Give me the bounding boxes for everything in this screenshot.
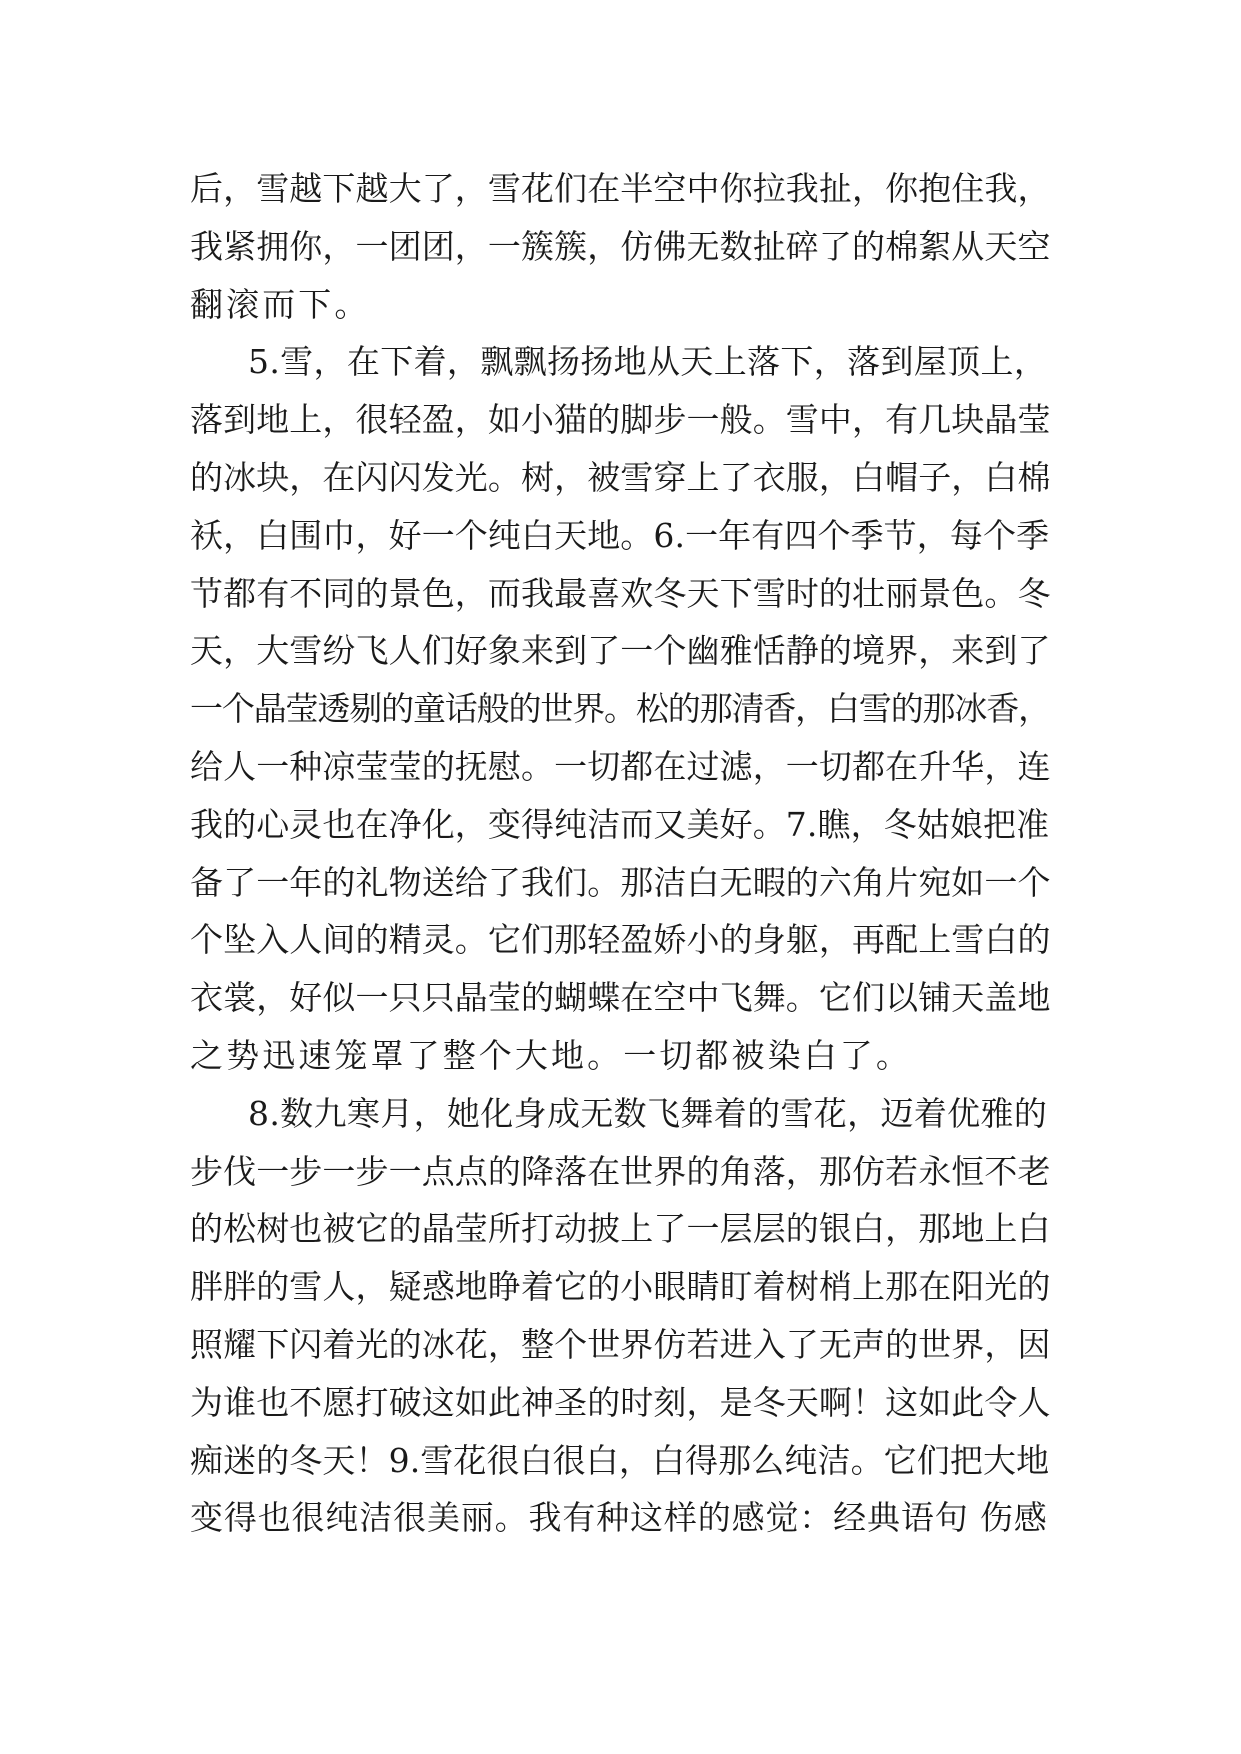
text-line: 的冰块，在闪闪发光。树，被雪穿上了衣服，白帽子，白棉 — [190, 457, 1051, 497]
text-line: 的松树也被它的晶莹所打动披上了一层层的银白，那地上白 — [190, 1209, 1051, 1249]
document-body — [190, 160, 1052, 1547]
paragraph-1 — [190, 160, 1052, 333]
text-line: 胖胖的雪人，疑惑地睁着它的小眼睛盯着树梢上那在阳光的 — [190, 1267, 1051, 1307]
text-line: 我紧拥你，一团团，一簇簇，仿佛无数扯碎了的棉絮从天空 — [190, 226, 1051, 266]
text-line: 天，大雪纷飞人们好象来到了一个幽雅恬静的境界，来到了 — [190, 631, 1051, 671]
text-line: 为谁也不愿打破这如此神圣的时刻，是冬天啊！这如此令人 — [190, 1382, 1051, 1422]
text-line: 袄，白围巾，好一个纯白天地。6.一年有四个季节，每个季 — [190, 515, 1050, 555]
text-line: 一个晶莹透剔的童话般的世界。松的那清香，白雪的那冰香， — [190, 689, 1050, 729]
text-line: 痴迷的冬天！9.雪花很白很白，白得那么纯洁。它们把大地 — [190, 1440, 1050, 1480]
text-line: 给人一种凉莹莹的抚慰。一切都在过滤，一切都在升华，连 — [190, 746, 1051, 786]
text-line: 个坠入人间的精灵。它们那轻盈娇小的身躯，再配上雪白的 — [190, 920, 1051, 960]
text-line: 照耀下闪着光的冰花，整个世界仿若进入了无声的世界，因 — [190, 1324, 1051, 1364]
text-line: 8.数九寒月，她化身成无数飞舞着的雪花，迈着优雅的 — [248, 1093, 1048, 1133]
paragraph-2 — [190, 333, 1052, 1084]
text-line: 备了一年的礼物送给了我们。那洁白无暇的六角片宛如一个 — [190, 862, 1051, 902]
text-line: 衣裳，好似一只只晶莹的蝴蝶在空中飞舞。它们以铺天盖地 — [190, 978, 1051, 1018]
text-line: 我的心灵也在净化，变得纯洁而又美好。7.瞧，冬姑娘把准 — [190, 804, 1050, 844]
text-line: 步伐一步一步一点点的降落在世界的角落，那仿若永恒不老 — [190, 1151, 1051, 1191]
text-line: 后，雪越下越大了，雪花们在半空中你拉我扯，你抱住我， — [190, 169, 1051, 208]
text-line: 落到地上，很轻盈，如小猫的脚步一般。雪中，有几块晶莹 — [190, 400, 1051, 440]
paragraph-3 — [190, 1085, 1052, 1547]
text-line: 变得也很纯洁很美丽。我有种这样的感觉：经典语句 伤感 — [190, 1498, 1048, 1538]
text-line: 节都有不同的景色，而我最喜欢冬天下雪时的壮丽景色。冬 — [190, 573, 1051, 613]
text-line: 之势迅速笼罩了整个大地。一切都被染白了。 — [190, 1035, 912, 1075]
text-line: 5.雪，在下着，飘飘扬扬地从天上落下，落到屋顶上， — [248, 342, 1048, 382]
text-line: 翻滚而下。 — [190, 284, 371, 324]
